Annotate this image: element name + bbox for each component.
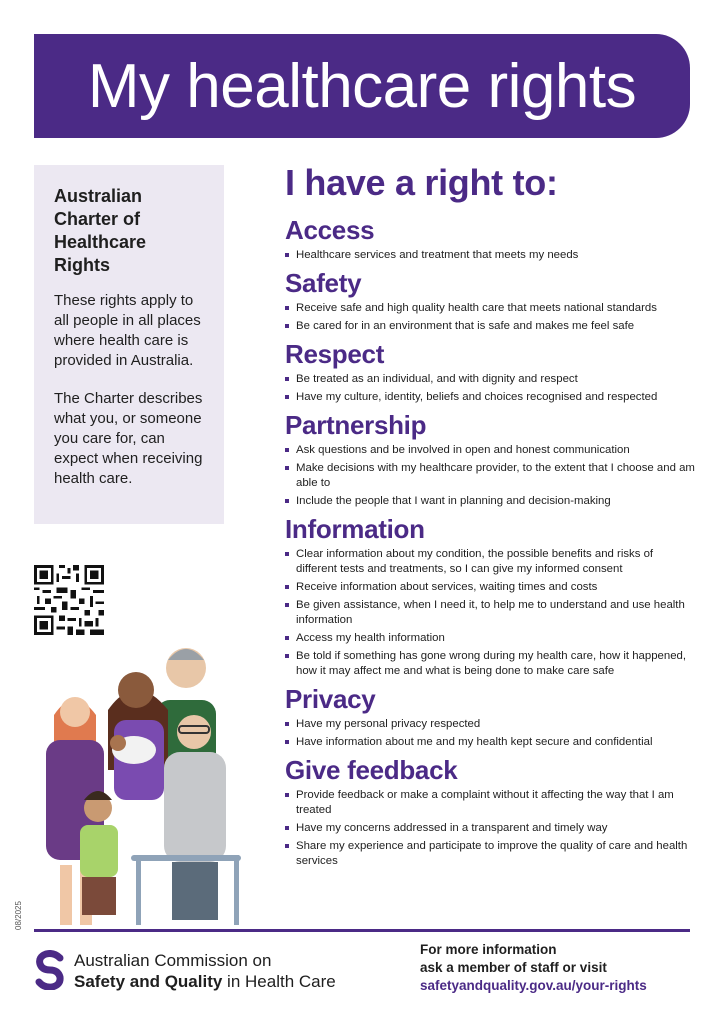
section-privacy [285, 683, 695, 750]
print-date-code: 08/2025 [14, 901, 23, 930]
list-item: Have information about me and my health kept secure and confidential [285, 735, 695, 750]
charter-paragraph-2: The Charter describes what you, or someone you care for, can expect when receiving health care. [54, 390, 203, 487]
section-title: Privacy [285, 684, 376, 714]
list-item: Be told if something has gone wrong during my health care, how it happened, how it may affect me and what is being done to make care safe [285, 649, 695, 679]
list-item: Access my health information [285, 631, 695, 646]
page-title: My healthcare rights [87, 51, 637, 121]
qr-code-icon[interactable] [34, 565, 104, 635]
list-item: Make decisions with my healthcare provider, to the extent that I choose and am able to [285, 461, 695, 491]
commission-name-line2 [74, 971, 336, 992]
rights-column [285, 162, 695, 873]
section-access [285, 214, 695, 263]
section-title: Partnership [285, 410, 427, 440]
family-illustration [36, 640, 256, 930]
commission-name [74, 950, 336, 992]
list-item: Receive safe and high quality health care that meets national standards [285, 301, 695, 316]
list-item: Be cared for in an environment that is safe and makes me feel safe [285, 319, 695, 334]
more-information [420, 941, 647, 995]
list-item: Healthcare services and treatment that meets my needs [285, 248, 695, 263]
section-safety [285, 267, 695, 334]
list-item: Ask questions and be involved in open and honest communication [285, 443, 695, 458]
list-item: Provide feedback or make a complaint without it affecting the way that I am treated [285, 788, 695, 818]
section-title: Access [285, 215, 375, 245]
section-title: Give feedback [285, 755, 458, 785]
section-respect [285, 338, 695, 405]
commission-logo-icon [34, 950, 66, 990]
page-title-banner [34, 34, 690, 138]
list-item: Have my culture, identity, beliefs and choices recognised and respected [285, 390, 695, 405]
list-item: Have my personal privacy respected [285, 717, 695, 732]
list-item: Include the people that I want in planning and decision-making [285, 494, 695, 509]
rights-heading: I have a right to: [285, 162, 558, 203]
section-partnership [285, 409, 695, 509]
section-title: Respect [285, 339, 385, 369]
list-item: Receive information about services, waiting times and costs [285, 580, 695, 595]
more-info-line1: For more information [420, 942, 557, 957]
rights-website-link[interactable]: safetyandquality.gov.au/your-rights [420, 978, 647, 993]
list-item: Be treated as an individual, and with dignity and respect [285, 372, 695, 387]
section-give-feedback [285, 754, 695, 869]
list-item: Be given assistance, when I need it, to help me to understand and use health information [285, 598, 695, 628]
charter-title: Australian Charter of Healthcare Rights [54, 186, 147, 275]
list-item: Clear information about my condition, the possible benefits and risks of different tests and treatments, so I can give my informed consent [285, 547, 695, 577]
footer-divider [34, 929, 690, 932]
charter-paragraph-1: These rights apply to all people in all places where health care is provided in Australia. [54, 292, 201, 369]
list-item: Have my concerns addressed in a transparent and timely way [285, 821, 695, 836]
section-information [285, 513, 695, 679]
list-item: Share my experience and participate to improve the quality of care and health services [285, 839, 695, 869]
commission-name-bold: Safety and Quality [74, 972, 223, 991]
section-title: Safety [285, 268, 362, 298]
more-info-line2: ask a member of staff or visit [420, 960, 607, 975]
charter-info-box [34, 165, 224, 524]
commission-name-line1: Australian Commission on [74, 951, 272, 970]
commission-name-rest: in Health Care [222, 972, 336, 991]
section-title: Information [285, 514, 425, 544]
